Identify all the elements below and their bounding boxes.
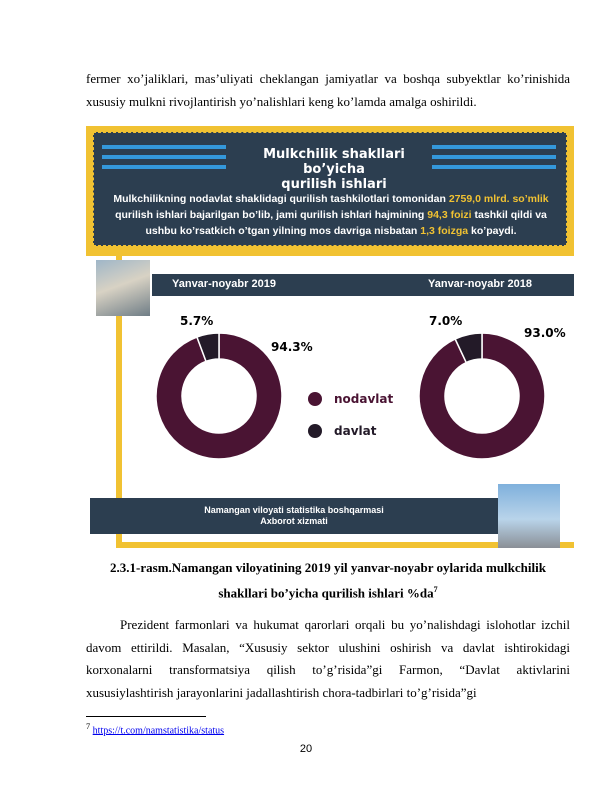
decorative-line <box>432 155 556 159</box>
legend-label-davlat: davlat <box>334 424 377 438</box>
desc-text: Mulkchilikning nodavlat shaklidagi qurilish tashkilotlari tomonidan <box>113 193 449 205</box>
infographic-header <box>86 126 574 256</box>
infographic-title-line1: Mulkchilik shakllari bo’yicha <box>263 147 405 177</box>
footer-line1: Namangan viloyati statistika boshqarmasi <box>204 505 384 515</box>
caption-footnote-mark: 7 <box>433 585 438 594</box>
desc-text: ko’paydi. <box>468 225 517 237</box>
infographic <box>86 126 574 550</box>
infographic-title <box>234 147 434 192</box>
footer-line2: Axborot xizmati <box>260 516 328 526</box>
desc-text: qurilish ishlari bajarilgan bo’lib, jami qurilish ishlari hajmining <box>115 209 428 221</box>
decorative-line <box>102 155 226 159</box>
desc-text: tashkil qildi va ushbu ko’rsatkich o’tgan yilning mos davriga nisbatan <box>145 209 547 237</box>
footnote-mark: 7 <box>86 722 91 731</box>
figure-caption <box>86 557 570 604</box>
donut-charts <box>86 296 574 496</box>
decorative-line <box>102 165 226 169</box>
year-label-2018: Yanvar-noyabr 2018 <box>428 278 532 290</box>
slice-label-2018-davlat: 7.0% <box>429 314 463 328</box>
desc-highlight: 2759,0 mlrd. so’mlik <box>448 193 549 205</box>
footnote-divider <box>86 716 206 717</box>
decorative-line <box>432 165 556 169</box>
caption-line2 <box>86 579 570 604</box>
infographic-footer <box>90 498 498 534</box>
year-label-2019: Yanvar-noyabr 2019 <box>172 278 276 290</box>
legend-swatch-nodavlat <box>308 392 322 406</box>
page-number: 20 <box>299 743 313 755</box>
legend-label-nodavlat: nodavlat <box>334 392 394 406</box>
body-paragraph-2: Prezident farmonlari va hukumat qarorlari orqali bu yo’nalishdagi islohotlar izchil davom ettirildi. Masalan, “Xususiy sektor ulushini oshirish va davlat ishtirokidagi korxonalarni transformatsiya qilish to’g’risida”gi Farmon, “Davlat aktivlarini xususiylashtirish jarayonlarini jadallashtirish chora-tadbirlari to’g’risida”gi <box>86 617 570 700</box>
slice-label-2018-nodavlat: 93.0% <box>524 326 566 340</box>
slice-label-2019-nodavlat: 94.3% <box>271 340 313 354</box>
infographic-header-inner <box>93 132 567 246</box>
infographic-title-line2: qurilish ishlari <box>281 177 387 192</box>
desc-highlight: 94,3 foizi <box>427 209 472 221</box>
footnote-link[interactable]: https://t.com/namstatistika/status <box>92 725 225 737</box>
legend-swatch-davlat <box>308 424 322 438</box>
slice-label-2019-davlat: 5.7% <box>180 314 214 328</box>
year-header-bar <box>152 274 574 296</box>
construction-cranes-photo <box>498 484 560 548</box>
desc-highlight: 1,3 foizga <box>420 225 469 237</box>
footnote <box>86 722 224 736</box>
caption-line1: 2.3.1-rasm.Namangan viloyatining 2019 yil yanvar-noyabr oylarida mulkchilik <box>110 560 546 575</box>
decorative-line <box>102 145 226 149</box>
decorative-line <box>432 145 556 149</box>
caption-line2-text: shakllari bo’yicha qurilish ishlari %da <box>218 585 434 601</box>
infographic-description <box>100 191 562 239</box>
body-paragraph-1: fermer xo’jaliklari, mas’uliyati cheklangan jamiyatlar va boshqa subyektlar ko’rinishida xususiy mulkni rivojlantirish yo’nalishlari keng ko’lamda amalga oshirildi. <box>86 71 570 109</box>
